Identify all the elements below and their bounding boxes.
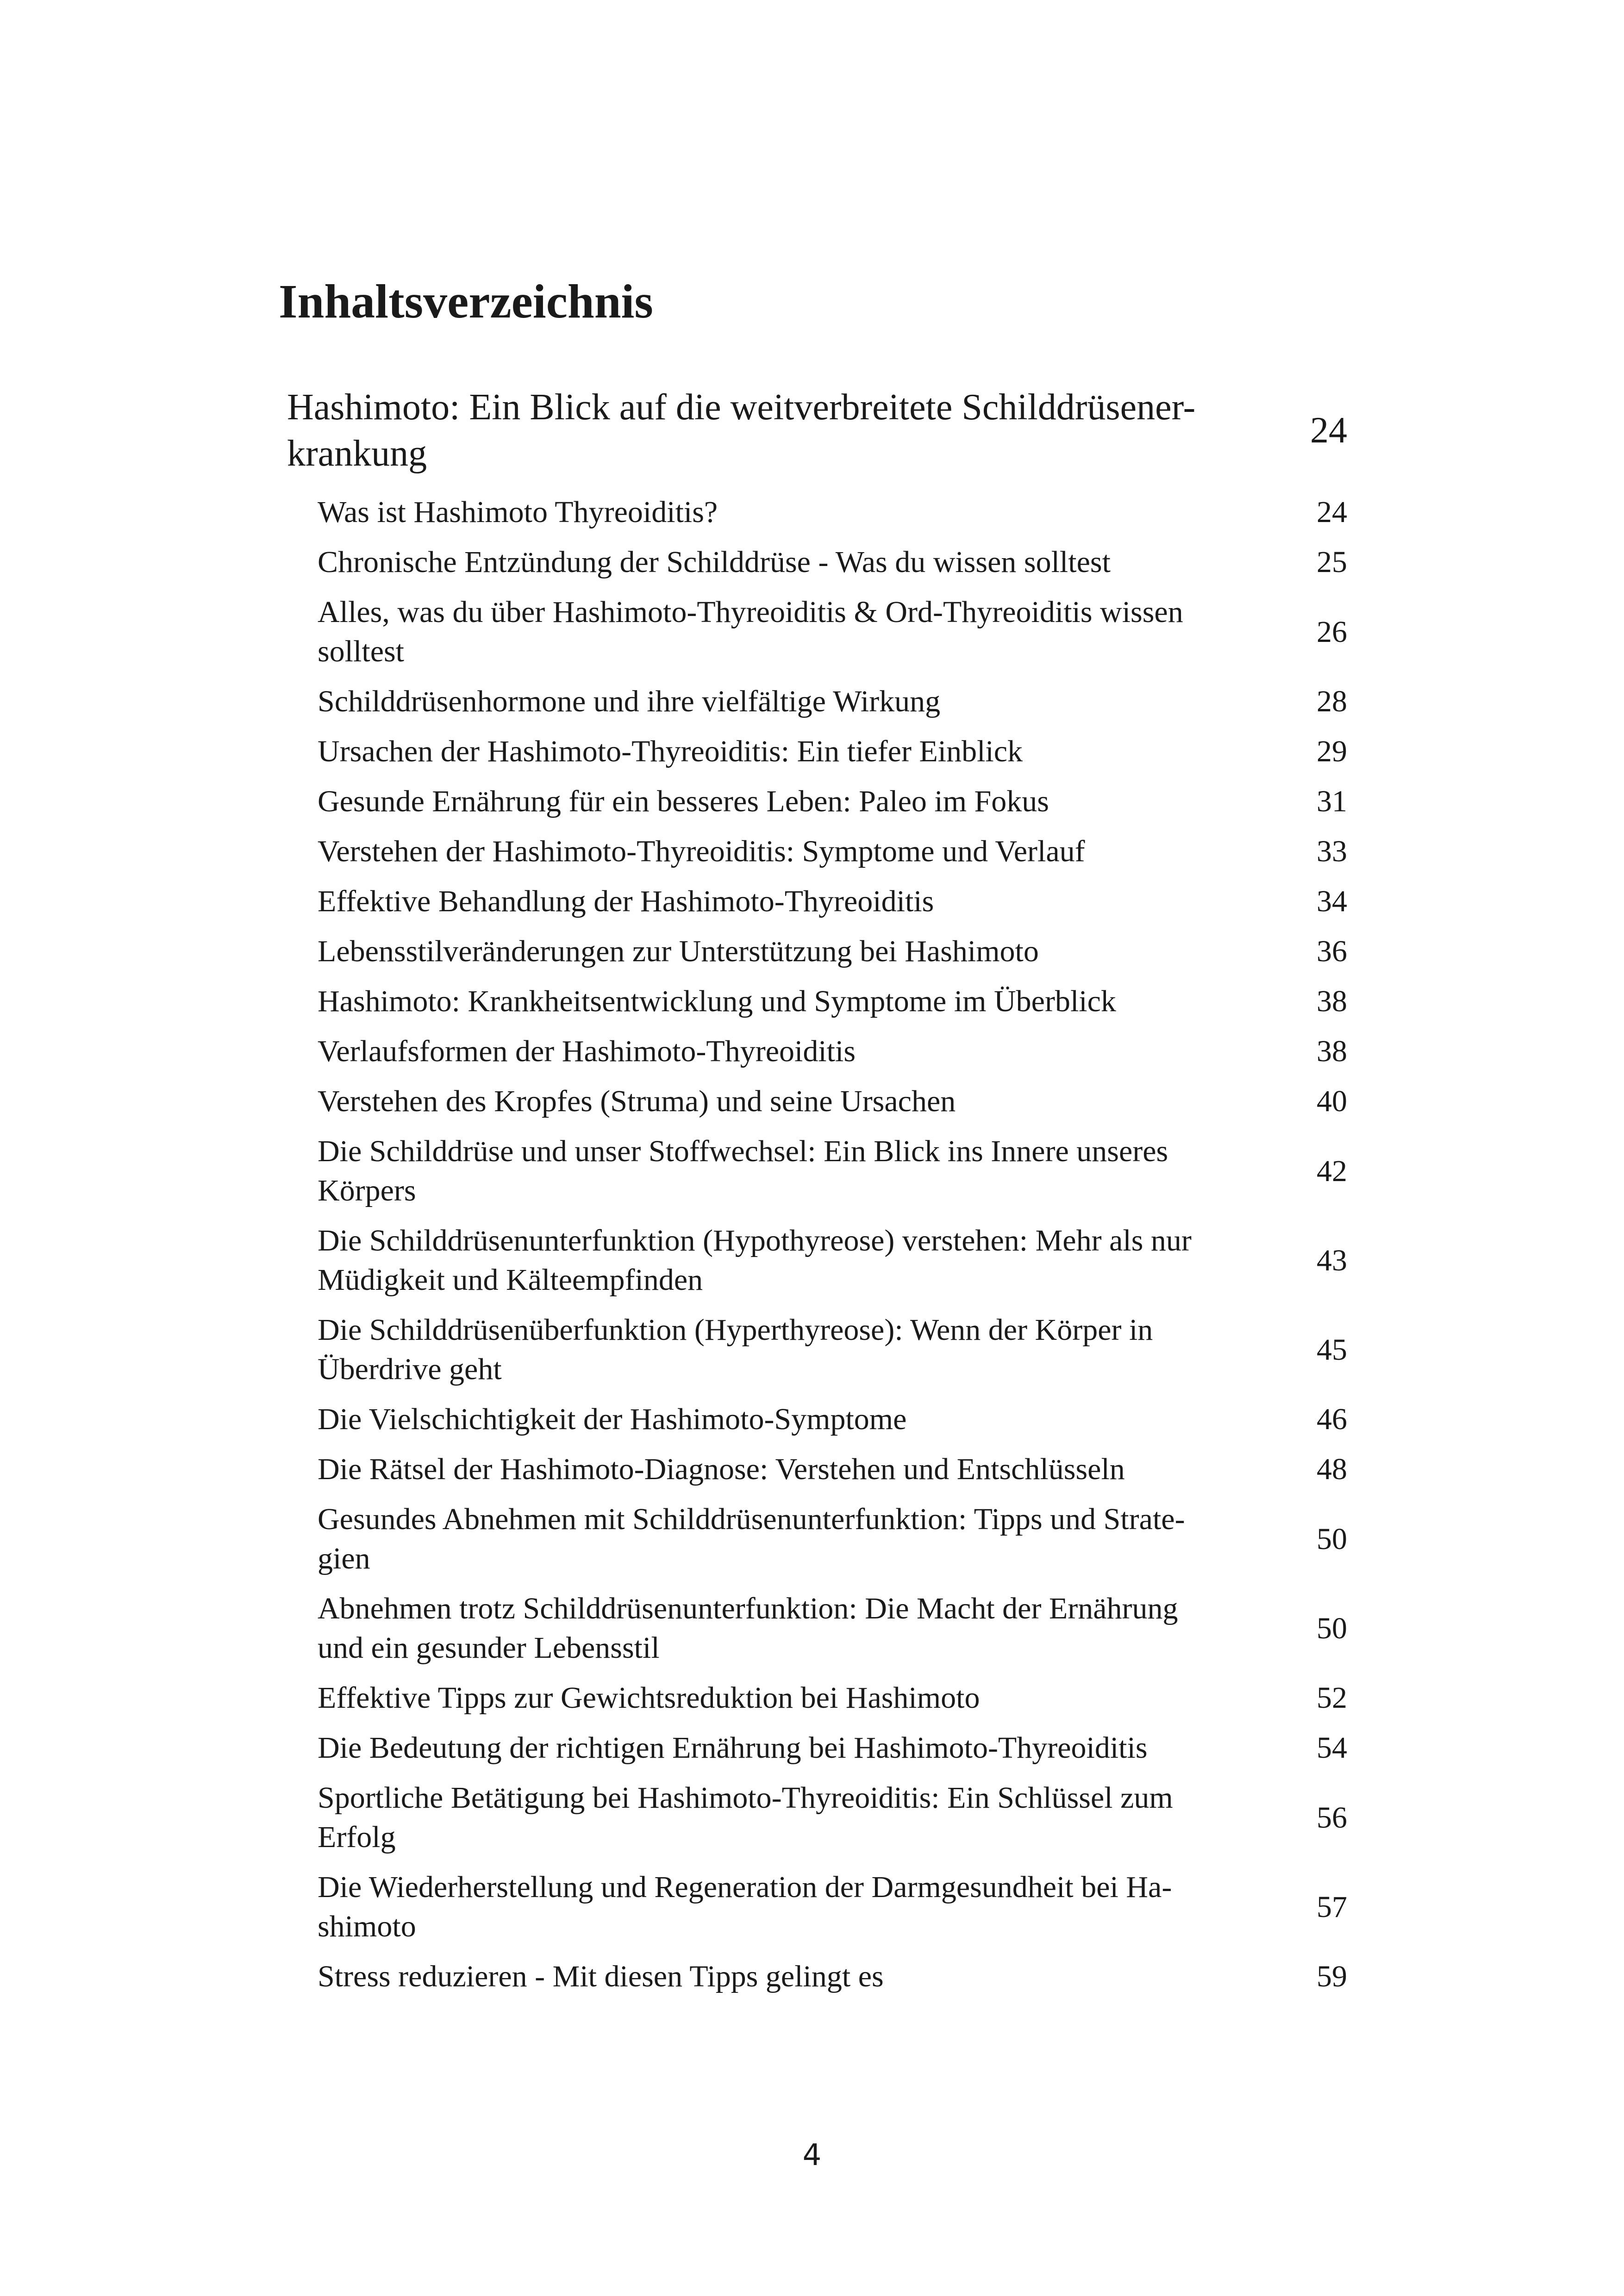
toc-entry[interactable] [287,1400,1347,1450]
toc-entry[interactable] [287,1867,1347,1957]
toc-entry-title [318,1778,1285,1857]
toc-entry-title [318,682,1285,721]
toc-entry-title-line-1: Die Schilddrüsenüberfunktion (Hyperthyreose): Wenn der Körper in [318,1313,1153,1347]
page-number: 4 [802,2138,822,2172]
toc-entry-page-number: 26 [1317,615,1347,649]
toc-entry-title-line-1: Verstehen der Hashimoto-Thyreoiditis: Symptome und Verlauf [318,834,1085,868]
toc-entry[interactable] [287,492,1347,542]
toc-entry-page-number: 25 [1317,545,1347,579]
toc-entry-title-line-1: Schilddrüsenhormone und ihre vielfältige Wirkung [318,684,941,718]
toc-entry-page-number: 36 [1317,934,1347,968]
toc-entry-title-line-1: Die Bedeutung der richtigen Ernährung bei Hashimoto-Thyreoiditis [318,1731,1148,1765]
toc-entry[interactable] [287,1589,1347,1678]
toc-entry-title [318,1221,1285,1300]
toc-entry[interactable] [287,1082,1347,1132]
toc-entry-title-line-1: Effektive Behandlung der Hashimoto-Thyreoiditis [318,884,934,918]
toc-entry-title-line-1: Sportliche Betätigung bei Hashimoto-Thyreoiditis: Ein Schlüssel zum [318,1781,1173,1815]
toc-entry-title [318,1500,1285,1578]
toc-entry-title-line-1: Hashimoto: Krankheitsentwicklung und Symptome im Überblick [318,984,1116,1018]
toc-entry-title-line-1: Die Schilddrüse und unser Stoffwechsel: Ein Blick ins Innere unseres [318,1134,1168,1168]
toc-entry-title-line-1: Die Vielschichtigkeit der Hashimoto-Symptome [318,1402,907,1436]
toc-entry-page-number: 48 [1317,1452,1347,1486]
toc-entry-title [318,1450,1285,1489]
toc-entry[interactable] [287,1450,1347,1500]
toc-entry-page-number: 56 [1317,1800,1347,1835]
toc-entry-page-number: 50 [1317,1522,1347,1556]
toc-entry[interactable] [287,1132,1347,1221]
toc-entry-title-line-1: Die Rätsel der Hashimoto-Diagnose: Verstehen und Entschlüsseln [318,1452,1125,1486]
toc-entry[interactable] [287,682,1347,732]
toc-entry[interactable] [287,1221,1347,1310]
toc-entry-page-number: 33 [1317,834,1347,868]
toc-entry[interactable] [287,1310,1347,1400]
toc-entry-title [318,542,1285,582]
toc-entry-page-number: 57 [1317,1890,1347,1924]
toc-entry[interactable] [287,782,1347,832]
toc-entry-title [318,1678,1285,1717]
toc-chapter-entry[interactable] [287,384,1347,492]
toc-entry-title [318,1082,1285,1121]
toc-entry-title [318,1589,1285,1668]
toc-entry-title-line-2: und ein gesunder Lebensstil [318,1631,660,1665]
toc-entry-title [318,1728,1285,1767]
toc-chapter-title [287,384,1259,477]
toc-entry-title-line-1: Verstehen des Kropfes (Struma) und seine Ursachen [318,1084,956,1118]
toc-chapter-title-line-2: krankung [287,433,427,474]
toc-entry-title-line-1: Effektive Tipps zur Gewichtsreduktion bei Hashimoto [318,1681,980,1715]
toc-entry-title-line-1: Verlaufsformen der Hashimoto-Thyreoiditis [318,1034,856,1068]
toc-entry[interactable] [287,1678,1347,1728]
toc-entry-page-number: 42 [1317,1154,1347,1188]
toc-entry-page-number: 40 [1317,1084,1347,1118]
toc-entry-page-number: 38 [1317,1034,1347,1068]
toc-entry[interactable] [287,1957,1347,2007]
toc-entry-page-number: 50 [1317,1611,1347,1645]
toc-entry[interactable] [287,732,1347,782]
toc-entry-title [318,1132,1285,1210]
toc-entry-page-number: 45 [1317,1332,1347,1367]
toc-entry-title [318,732,1285,771]
toc-entry-title [318,982,1285,1021]
toc-entry-title [318,1867,1285,1946]
toc-entry-page-number: 43 [1317,1243,1347,1277]
toc-entry-page-number: 24 [1317,495,1347,529]
toc-entry-title-line-2: Überdrive geht [318,1352,502,1386]
toc-chapter-title-line-1: Hashimoto: Ein Blick auf die weitverbreitete Schilddrüsener- [287,387,1196,428]
toc-entry[interactable] [287,1500,1347,1589]
toc-entry-title-line-1: Die Schilddrüsenunterfunktion (Hypothyreose) verstehen: Mehr als nur [318,1224,1192,1257]
toc-entry[interactable] [287,1032,1347,1082]
toc-entry-title [318,782,1285,821]
toc-entry-title-line-1: Die Wiederherstellung und Regeneration der Darmgesundheit bei Ha- [318,1870,1172,1904]
toc-entry-title-line-1: Gesunde Ernährung für ein besseres Leben: Paleo im Fokus [318,784,1049,818]
toc-entry-title-line-1: Was ist Hashimoto Thyreoiditis? [318,495,718,529]
toc-entry-title [318,832,1285,871]
toc-entry-title-line-2: solltest [318,635,405,668]
toc-entry[interactable] [287,1778,1347,1867]
toc-entry-title [318,1032,1285,1071]
toc-entry-title-line-2: Müdigkeit und Kälteempfinden [318,1263,703,1297]
toc-entry-title-line-1: Stress reduzieren - Mit diesen Tipps gelingt es [318,1960,884,1993]
toc-entry-title-line-2: Körpers [318,1174,416,1207]
toc-entry-title [318,1400,1285,1439]
toc-entry-title [318,492,1285,532]
toc-entry-page-number: 31 [1317,784,1347,818]
toc-entry[interactable] [287,832,1347,882]
toc-entry-title-line-2: Erfolg [318,1820,396,1854]
toc-entry-title [318,932,1285,971]
toc-entry-page-number: 34 [1317,884,1347,918]
toc-entry-title-line-1: Gesundes Abnehmen mit Schilddrüsenunterfunktion: Tipps und Strate- [318,1502,1185,1536]
toc-entry-title-line-1: Chronische Entzündung der Schilddrüse - Was du wissen solltest [318,545,1111,579]
toc-entry-title [318,1957,1285,1996]
toc-entry[interactable] [287,542,1347,592]
toc-entry[interactable] [287,932,1347,982]
toc-entry-title-line-2: gien [318,1542,370,1575]
toc-entry-page-number: 46 [1317,1402,1347,1436]
toc-entry-title-line-1: Ursachen der Hashimoto-Thyreoiditis: Ein tiefer Einblick [318,734,1023,768]
toc-entry-page-number: 54 [1317,1731,1347,1765]
toc-entry-page-number: 52 [1317,1681,1347,1715]
table-of-contents [287,384,1347,2007]
toc-entry-title [318,592,1285,671]
toc-entry-title [318,1310,1285,1389]
toc-entry-list [287,492,1347,2007]
toc-chapter-page-number: 24 [1310,410,1347,451]
toc-entry[interactable] [287,592,1347,682]
toc-entry[interactable] [287,1728,1347,1778]
toc-entry-page-number: 38 [1317,984,1347,1018]
toc-entry-title-line-1: Abnehmen trotz Schilddrüsenunterfunktion: Die Macht der Ernährung [318,1592,1178,1625]
toc-entry[interactable] [287,882,1347,932]
toc-entry-title [318,882,1285,921]
toc-entry-title-line-1: Lebensstilveränderungen zur Unterstützung bei Hashimoto [318,934,1039,968]
toc-entry-page-number: 28 [1317,684,1347,718]
page-title: Inhaltsverzeichnis [279,275,653,328]
toc-entry[interactable] [287,982,1347,1032]
toc-entry-title-line-2: shimoto [318,1910,416,1943]
toc-entry-page-number: 59 [1317,1960,1347,1993]
toc-entry-page-number: 29 [1317,734,1347,768]
toc-entry-title-line-1: Alles, was du über Hashimoto-Thyreoiditis & Ord-Thyreoiditis wissen [318,595,1183,629]
